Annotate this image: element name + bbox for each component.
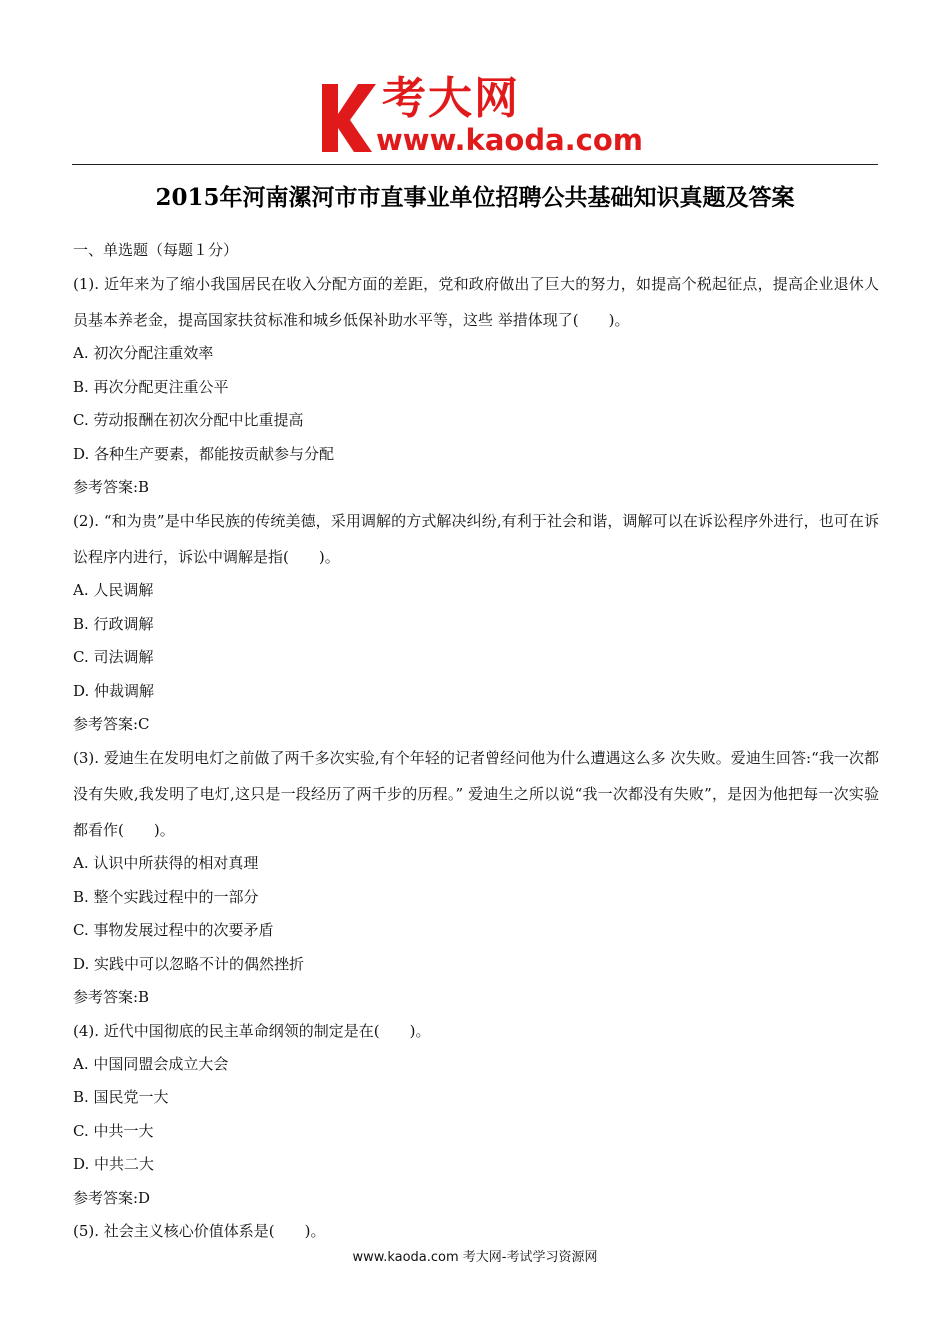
question-5-stem: (5). 社会主义核心价值体系是( )。 [73,1221,326,1240]
question-2-option-d: D. 仲裁调解 [73,681,155,700]
question-1-option-d: D. 各种生产要素，都能按贡献参与分配 [73,444,335,463]
question-4-option-d: D. 中共二大 [73,1155,155,1174]
question-2-answer: 参考答案:C [73,715,150,734]
question-3-option-b: B. 整个实践过程中的一部分 [73,887,259,906]
header-divider [72,164,878,165]
logo-brand-cn: 考大网 [382,73,520,124]
question-4-option-a: A. 中国同盟会成立大会 [73,1054,229,1073]
question-4-stem: (4). 近代中国彻底的民主革命纲领的制定是在( )。 [73,1021,431,1040]
page-title: 2015年河南漯河市市直事业单位招聘公共基础知识真题及答案 [155,184,795,211]
question-3-option-d: D. 实践中可以忽略不计的偶然挫折 [73,954,305,973]
question-1-stem: (1). 近年来为了缩小我国居民在收入分配方面的差距，党和政府做出了巨大的努力，如提高个税起征点，提高企业退休人员基本养老金，提高国家扶贫标准和城乡低保补助水平等，这些 举措体现了( )。 [73,275,879,330]
k-logo-icon [318,80,380,154]
question-2-option-b: B. 行政调解 [73,614,154,633]
question-2-option-a: A. 人民调解 [73,581,154,600]
question-4-option-c: C. 中共一大 [73,1121,154,1140]
page-footer: www.kaoda.com 考大网-考试学习资源网 [352,1250,598,1265]
question-3-answer: 参考答案:B [73,988,150,1007]
question-1-option-c: C. 劳动报酬在初次分配中比重提高 [73,411,304,430]
question-1-answer: 参考答案:B [73,478,150,497]
question-3-option-a: A. 认识中所获得的相对真理 [73,854,259,873]
question-2-stem: (2). “和为贵”是中华民族的传统美德，采用调解的方式解决纠纷,有利于社会和谐，调解可以在诉讼程序外进行，也可在诉讼程序内进行，诉讼中调解是指( )。 [73,512,879,567]
logo-brand-url: www.kaoda.com [376,123,643,157]
document-body [73,234,879,1248]
question-1-option-a: A. 初次分配注重效率 [73,344,214,363]
kaoda-logo [318,73,643,160]
question-2-option-c: C. 司法调解 [73,648,154,667]
question-1-option-b: B. 再次分配更注重公平 [73,377,229,396]
question-4-answer: 参考答案:D [73,1188,151,1207]
question-3-stem: (3). 爱迪生在发明电灯之前做了两千多次实验,有个年轻的记者曾经问他为什么遭遇这么多 次失败。爱迪生回答:“我一次都没有失败,我发明了电灯,这只是一段经历了两千步的历程。” 爱迪生之所以说“我一次都没有失败”，是因为他把每一次实验都看作( )。 [73,749,879,840]
question-3-option-c: C. 事物发展过程中的次要矛盾 [73,921,274,940]
section-heading: 一、单选题（每题１分） [73,241,239,259]
question-4-option-b: B. 国民党一大 [73,1088,169,1107]
